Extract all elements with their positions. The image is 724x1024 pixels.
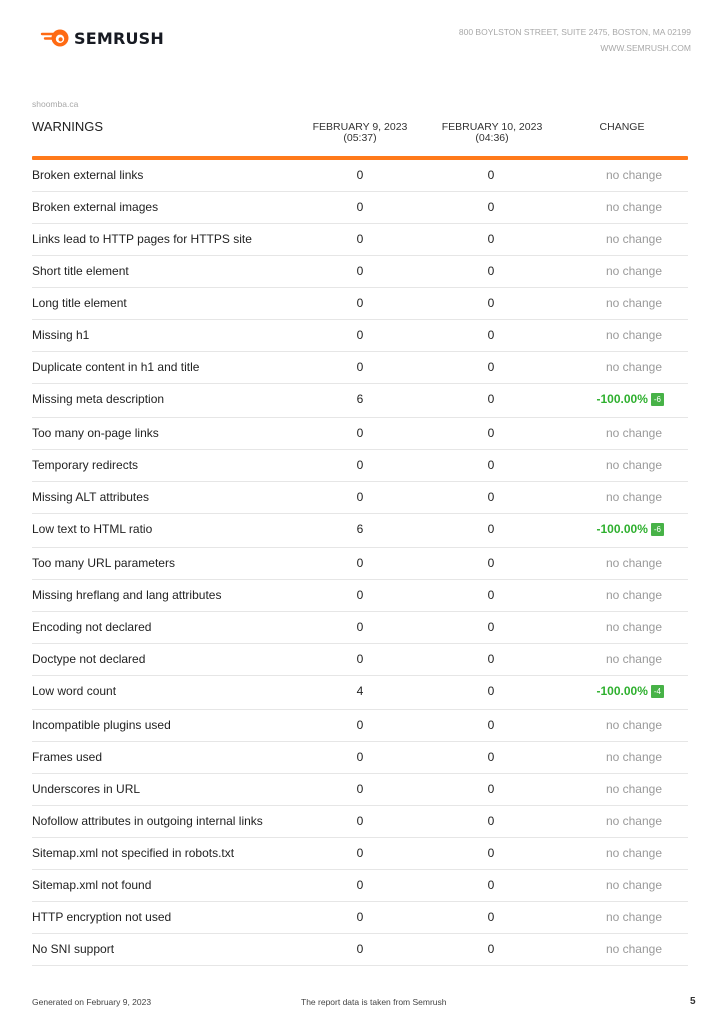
semrush-logo (40, 26, 164, 50)
table-row (32, 742, 688, 774)
table-row (32, 710, 688, 742)
value-date-a: 0 (356, 360, 364, 374)
change-value: no change (605, 328, 662, 342)
company-address (459, 24, 691, 56)
warning-name: Sitemap.xml not found (32, 878, 152, 892)
change-value: no change (605, 556, 662, 570)
value-date-b: 0 (487, 232, 495, 246)
warning-name: Missing meta description (32, 392, 165, 406)
footer-data-source: The report data is taken from Semrush (301, 997, 447, 1007)
semrush-fire-icon (40, 28, 70, 48)
table-row (32, 514, 688, 548)
change-value: no change (605, 878, 662, 892)
change-value: no change (605, 588, 662, 602)
change-delta-badge: -4 (651, 685, 664, 698)
warning-name: Incompatible plugins used (32, 718, 171, 732)
value-date-a: 0 (356, 782, 364, 796)
value-date-b: 0 (487, 264, 495, 278)
change-value: no change (605, 200, 662, 214)
warning-name: Duplicate content in h1 and title (32, 360, 200, 374)
change-value: no change (605, 458, 662, 472)
warning-name: Missing h1 (32, 328, 90, 342)
warning-name: Doctype not declared (32, 652, 146, 666)
change-value: no change (605, 232, 662, 246)
value-date-a: 0 (356, 814, 364, 828)
change-percent: -100.00% (596, 684, 648, 698)
table-row (32, 320, 688, 352)
change-value: no change (605, 910, 662, 924)
value-date-b: 0 (487, 200, 495, 214)
value-date-b: 0 (487, 328, 495, 342)
change-value: no change (605, 168, 662, 182)
change-delta-badge: -6 (651, 523, 664, 536)
table-row (32, 870, 688, 902)
change-percent: -100.00% (596, 522, 648, 536)
value-date-a: 0 (356, 718, 364, 732)
value-date-b: 0 (487, 942, 495, 956)
warning-name: Long title element (32, 296, 127, 310)
column-header-date-a-date: FEBRUARY 9, 2023 (312, 121, 408, 133)
value-date-a: 0 (356, 168, 364, 182)
table-row (32, 774, 688, 806)
value-date-a: 6 (356, 392, 364, 406)
change-value: no change (605, 264, 662, 278)
warning-name: Low word count (32, 684, 117, 698)
value-date-b: 0 (487, 360, 495, 374)
change-percent: -100.00% (596, 392, 648, 406)
change-value: no change (605, 814, 662, 828)
warning-name: Too many on-page links (32, 426, 159, 440)
value-date-b: 0 (487, 652, 495, 666)
column-header-date-a-time: (05:37) (343, 132, 377, 144)
value-date-a: 0 (356, 910, 364, 924)
table-row (32, 934, 688, 966)
table-row (32, 224, 688, 256)
value-date-a: 0 (356, 620, 364, 634)
address-website: WWW.SEMRUSH.COM (600, 43, 691, 53)
warning-name: Frames used (32, 750, 103, 764)
warning-name: Encoding not declared (32, 620, 152, 634)
page-number: 5 (690, 996, 696, 1007)
value-date-a: 0 (356, 458, 364, 472)
brand-name: SEMRUSH (74, 28, 165, 48)
table-row (32, 384, 688, 418)
warning-name: Low text to HTML ratio (32, 522, 153, 536)
warning-name: Links lead to HTTP pages for HTTPS site (32, 232, 252, 246)
table-row (32, 160, 688, 192)
value-date-b: 0 (487, 846, 495, 860)
table-row (32, 902, 688, 934)
column-header-date-b-time: (04:36) (475, 132, 509, 144)
value-date-b: 0 (487, 458, 495, 472)
change-value: no change (605, 846, 662, 860)
value-date-b: 0 (487, 392, 495, 406)
warning-name: Broken external images (32, 200, 159, 214)
table-title: WARNINGS (32, 119, 104, 134)
change-value: no change (605, 782, 662, 796)
change-value (572, 393, 664, 406)
table-row (32, 256, 688, 288)
footer-generated-date: Generated on February 9, 2023 (32, 997, 152, 1007)
value-date-b: 0 (487, 684, 495, 698)
value-date-b: 0 (487, 426, 495, 440)
change-value (572, 685, 664, 698)
warning-name: Underscores in URL (32, 782, 141, 796)
table-row (32, 612, 688, 644)
change-value: no change (605, 620, 662, 634)
value-date-a: 0 (356, 296, 364, 310)
change-value: no change (605, 718, 662, 732)
value-date-b: 0 (487, 878, 495, 892)
value-date-a: 0 (356, 942, 364, 956)
warning-name: Temporary redirects (32, 458, 139, 472)
table-row (32, 352, 688, 384)
value-date-b: 0 (487, 168, 495, 182)
value-date-b: 0 (487, 522, 495, 536)
change-value: no change (605, 296, 662, 310)
value-date-b: 0 (487, 910, 495, 924)
change-value: no change (605, 360, 662, 374)
table-row (32, 806, 688, 838)
value-date-a: 0 (356, 232, 364, 246)
value-date-a: 0 (356, 328, 364, 342)
column-header-date-b-date: FEBRUARY 10, 2023 (441, 121, 543, 133)
value-date-a: 6 (356, 522, 364, 536)
column-header-date-b (432, 122, 552, 144)
change-value: no change (605, 426, 662, 440)
value-date-a: 0 (356, 426, 364, 440)
warning-name: Nofollow attributes in outgoing internal links (32, 814, 263, 828)
value-date-a: 0 (356, 556, 364, 570)
value-date-a: 0 (356, 750, 364, 764)
change-value: no change (605, 942, 662, 956)
address-street: 800 BOYLSTON STREET, SUITE 2475, BOSTON, MA 02199 (458, 27, 691, 37)
table-header (32, 118, 688, 156)
warning-name: No SNI support (32, 942, 115, 956)
value-date-b: 0 (487, 718, 495, 732)
change-value: no change (605, 652, 662, 666)
table-row (32, 548, 688, 580)
value-date-b: 0 (487, 814, 495, 828)
warning-name: Too many URL parameters (32, 556, 175, 570)
warning-name: Missing ALT attributes (32, 490, 149, 504)
value-date-a: 0 (356, 846, 364, 860)
value-date-a: 0 (356, 588, 364, 602)
value-date-a: 0 (356, 200, 364, 214)
table-body (32, 160, 688, 966)
change-value: no change (605, 490, 662, 504)
column-header-date-a (300, 122, 420, 144)
value-date-b: 0 (487, 296, 495, 310)
table-row (32, 418, 688, 450)
site-domain: shoomba.ca (32, 99, 79, 109)
table-row (32, 676, 688, 710)
change-delta-badge: -6 (651, 393, 664, 406)
value-date-b: 0 (487, 782, 495, 796)
table-row (32, 580, 688, 612)
value-date-b: 0 (487, 620, 495, 634)
warning-name: Sitemap.xml not specified in robots.txt (32, 846, 235, 860)
value-date-a: 0 (356, 264, 364, 278)
value-date-b: 0 (487, 588, 495, 602)
warnings-table (32, 118, 688, 966)
value-date-a: 4 (356, 684, 364, 698)
table-row (32, 450, 688, 482)
value-date-b: 0 (487, 556, 495, 570)
value-date-b: 0 (487, 490, 495, 504)
value-date-a: 0 (356, 878, 364, 892)
warning-name: HTTP encryption not used (32, 910, 172, 924)
warning-name: Missing hreflang and lang attributes (32, 588, 222, 602)
value-date-a: 0 (356, 490, 364, 504)
table-row (32, 644, 688, 676)
table-row (32, 288, 688, 320)
column-header-change: CHANGE (599, 121, 645, 133)
warning-name: Broken external links (32, 168, 144, 182)
value-date-a: 0 (356, 652, 364, 666)
table-row (32, 838, 688, 870)
change-value (572, 523, 664, 536)
value-date-b: 0 (487, 750, 495, 764)
table-row (32, 192, 688, 224)
warning-name: Short title element (32, 264, 129, 278)
table-row (32, 482, 688, 514)
change-value: no change (605, 750, 662, 764)
